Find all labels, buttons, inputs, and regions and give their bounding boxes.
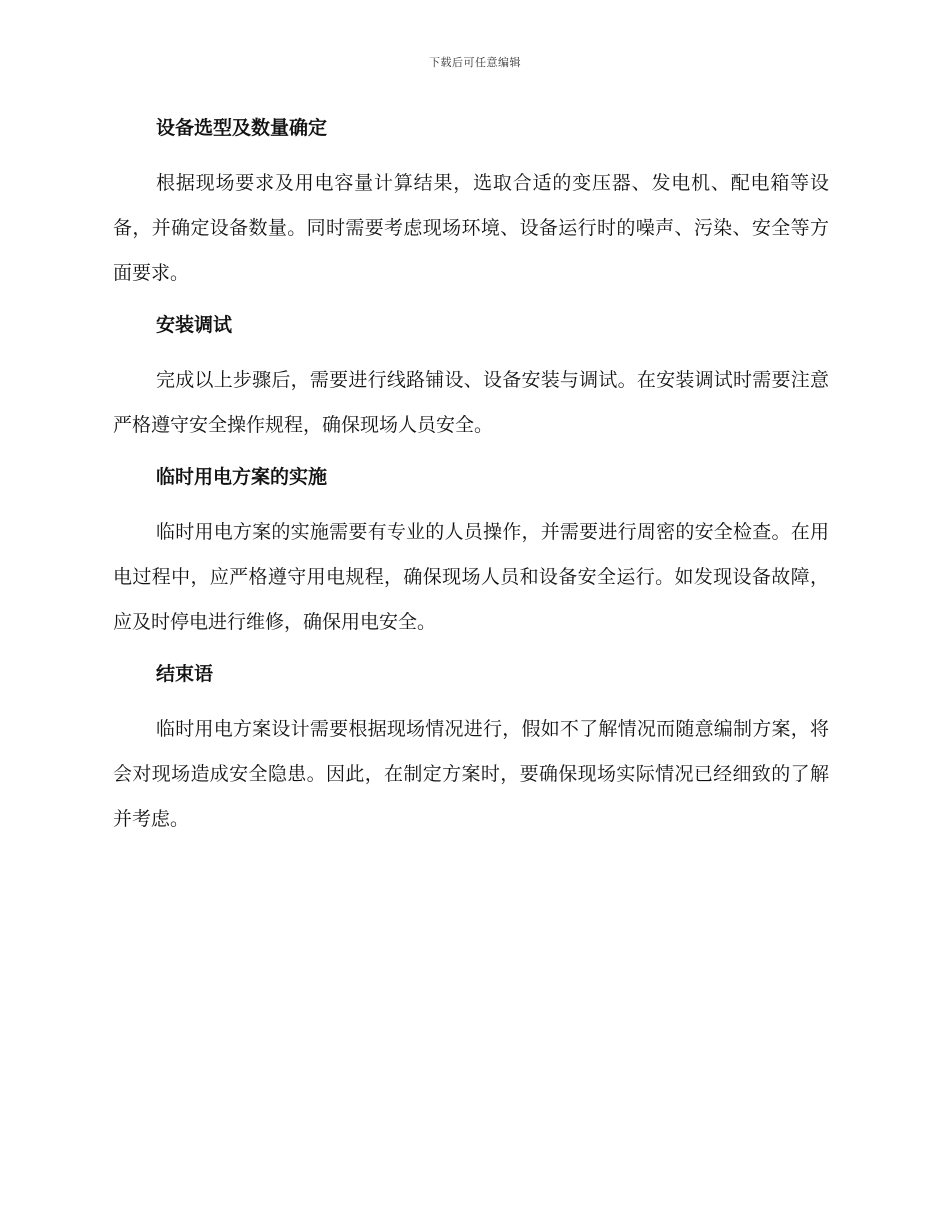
document-body [113,113,829,856]
section-paragraph: 临时用电方案设计需要根据现场情况进行，假如不了解情况而随意编制方案，将会对现场造成安全隐患。因此，在制定方案时，要确保现场实际情况已经细致的了解并考虑。 [113,718,829,830]
page-header: 下载后可任意编辑 [429,56,521,69]
section-heading: 设备选型及数量确定 [156,117,328,139]
section-equipment-selection [113,113,829,296]
section-heading: 临时用电方案的实施 [156,466,328,488]
section-implementation [113,462,829,645]
section-paragraph: 临时用电方案的实施需要有专业的人员操作，并需要进行周密的安全检查。在用电过程中，应严格遵守用电规程，确保现场人员和设备安全运行。如发现设备故障，应及时停电进行维修，确保用电安全。 [113,521,829,633]
section-heading: 结束语 [156,663,214,685]
section-installation [113,310,829,448]
section-paragraph: 根据现场要求及用电容量计算结果，选取合适的变压器、发电机、配电箱等设备，并确定设备数量。同时需要考虑现场环境、设备运行时的噪声、污染、安全等方面要求。 [113,172,829,284]
section-heading: 安装调试 [156,314,233,336]
section-conclusion [113,659,829,842]
section-paragraph: 完成以上步骤后，需要进行线路铺设、设备安装与调试。在安装调试时需要注意严格遵守安全操作规程，确保现场人员安全。 [113,369,829,436]
